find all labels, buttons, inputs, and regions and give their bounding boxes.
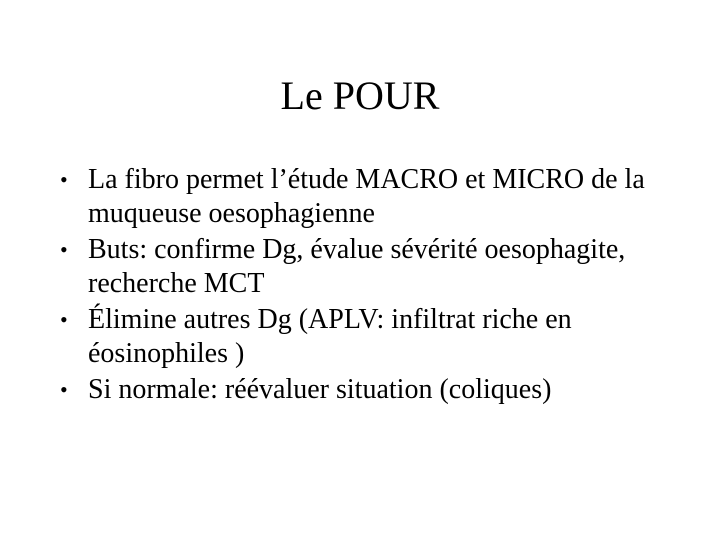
bullet-item: [60, 373, 670, 407]
bullet-list: [60, 163, 670, 409]
slide-title: Le POUR: [280, 73, 440, 118]
bullet-marker: •: [60, 167, 68, 192]
bullet-marker: •: [60, 237, 68, 262]
bullet-marker: •: [60, 377, 68, 402]
bullet-marker: •: [60, 307, 68, 332]
bullet-text: Buts: confirme Dg, évalue sévérité oesophagite, recherche MCT: [88, 234, 626, 299]
bullet-text: La fibro permet l’étude MACRO et MICRO de la muqueuse oesophagienne: [88, 164, 645, 229]
bullet-item: [60, 233, 670, 301]
bullet-item: [60, 163, 670, 231]
bullet-text: Si normale: réévaluer situation (coliques): [88, 374, 552, 405]
bullet-item: [60, 303, 670, 371]
bullet-text: Élimine autres Dg (APLV: infiltrat riche en éosinophiles ): [88, 304, 572, 369]
